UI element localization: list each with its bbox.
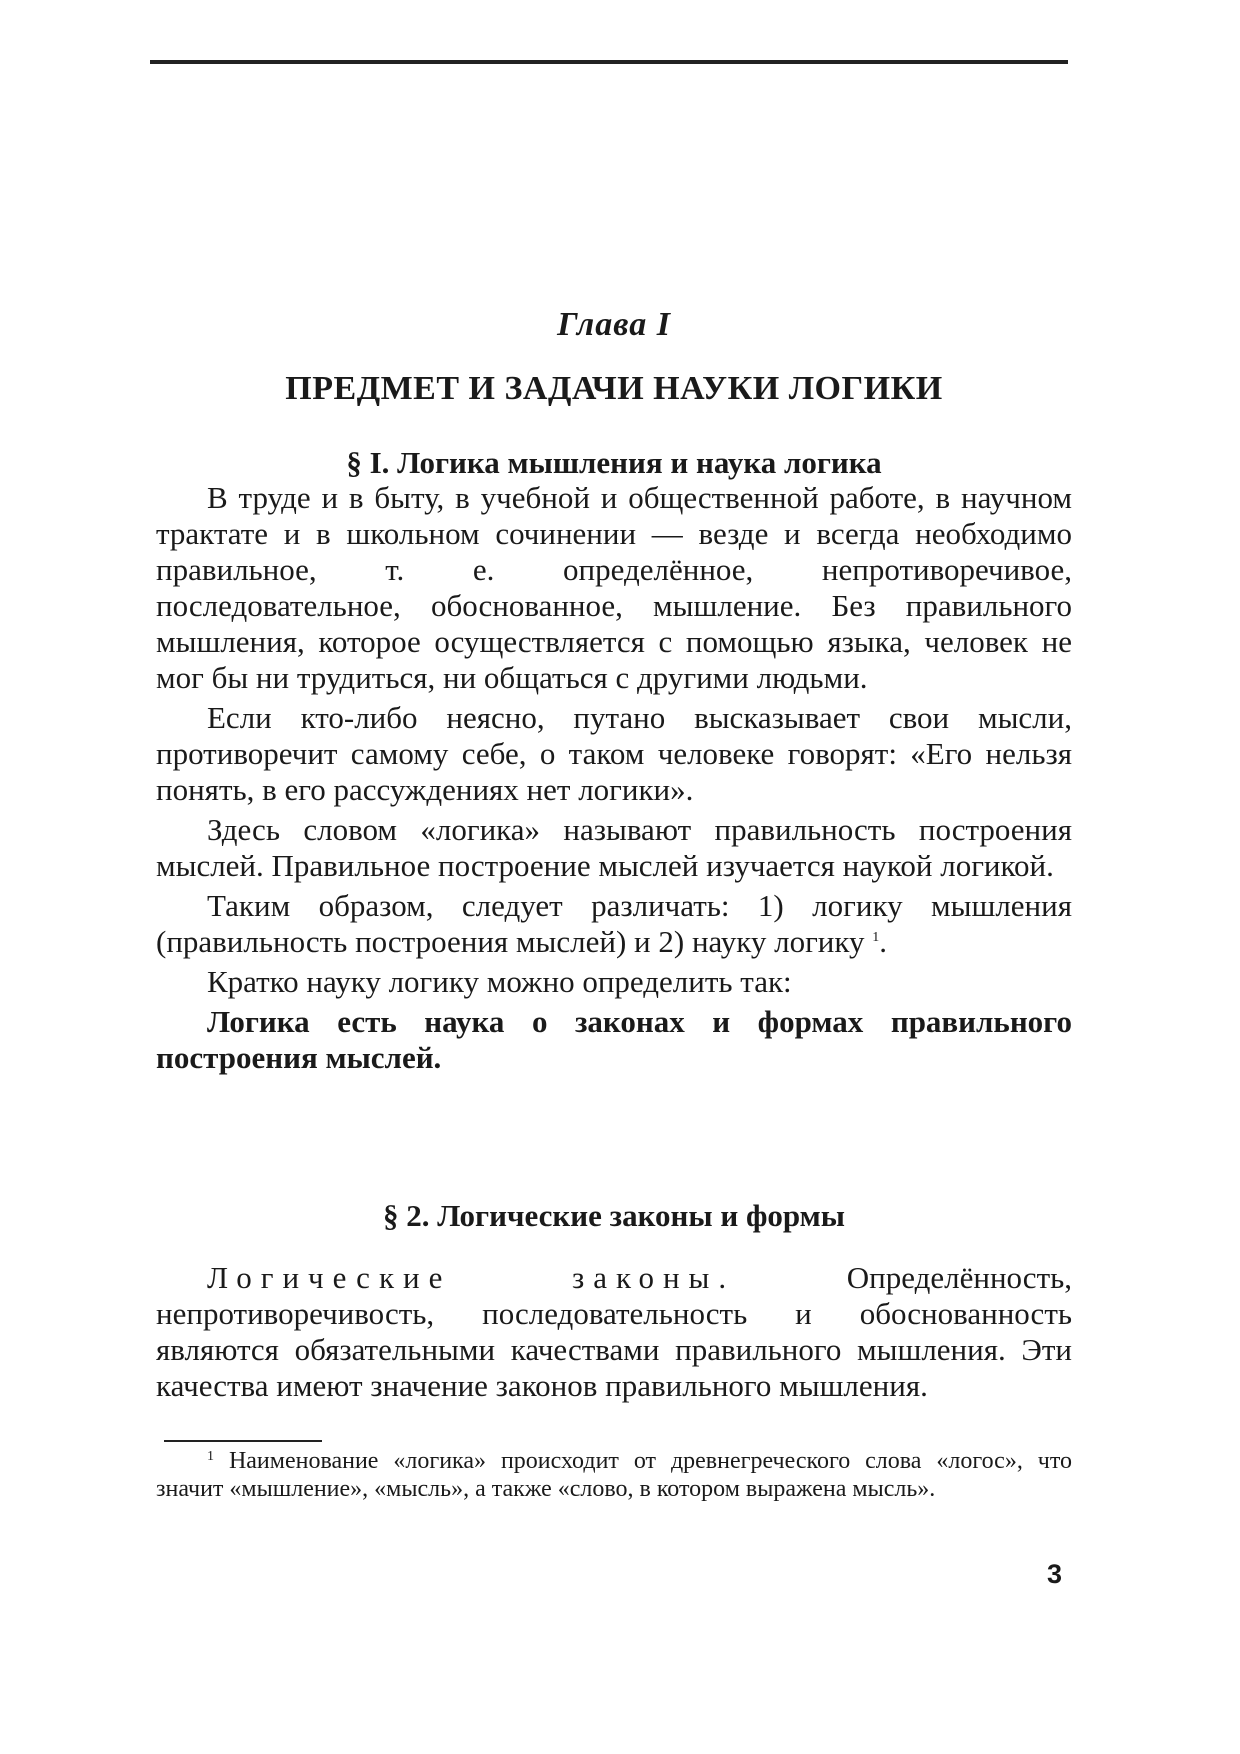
section-2-body [156, 1260, 1072, 1404]
chapter-title: ПРЕДМЕТ И ЗАДАЧИ НАУКИ ЛОГИКИ [285, 370, 943, 407]
footnote-reference: 1 [872, 930, 880, 945]
chapter-label: Глава I [557, 306, 671, 343]
footnote-rule [164, 1440, 322, 1442]
page-number: 3 [1047, 1559, 1063, 1589]
paragraph-3: Здесь словом «логика» называют правильность построения мыслей. Правильное построение мыслей изучается наукой логикой. [156, 812, 1072, 883]
footnote-text: Наименование «логика» происходит от древнегреческого слова «логос», что значит «мышление», «мысль», а также «слово, в котором выражена мысль». [156, 1448, 1072, 1502]
paragraph-1: В труде и в быту, в учебной и общественной работе, в научном трактате и в школьном сочинении — везде и всегда необходимо правильное, т. е. определённое, непротиворечивое, последовательное, обоснованное, мышление. Без правильного мышления, которое осуществляется с помощью языка, человек не мог бы ни трудиться, ни общаться с другими людьми. [156, 480, 1072, 695]
section-1-heading: § I. Логика мышления и наука логика [346, 445, 882, 480]
footnote [156, 1447, 1072, 1503]
definition: Логика есть наука о законах и формах правильного построения мыслей. [156, 1004, 1072, 1075]
footnote-marker: 1 [207, 1449, 214, 1464]
section-2-heading: § 2. Логические законы и формы [382, 1198, 845, 1233]
paragraph-2: Если кто-либо неясно, путано высказывает свои мысли, противоречит самому себе, о таком человеке говорят: «Его нельзя понять, в его рассуждениях нет логики». [156, 700, 1072, 807]
paragraph-4-text: Таким образом, следует различать: 1) логику мышления (правильность построения мыслей) и 2) науку логику [156, 888, 1072, 959]
section-2-lead: Логические законы. [207, 1260, 736, 1295]
section-1-body [156, 480, 1072, 1076]
paragraph-5: Кратко науку логику можно определить так: [207, 964, 792, 999]
section-2-text: Определённость, непротиворечивость, последовательность и обоснованность являются обязательными качествами правильного мышления. Эти качества имеют значение законов правильного мышления. [156, 1260, 1072, 1403]
section-2-paragraph [156, 1260, 1072, 1404]
top-rule [150, 60, 1068, 64]
paragraph-4: Таким образом, следует различать: 1) логику мышления (правильность построения мыслей) и 2) науку логику $^1$. [156, 888, 1072, 959]
